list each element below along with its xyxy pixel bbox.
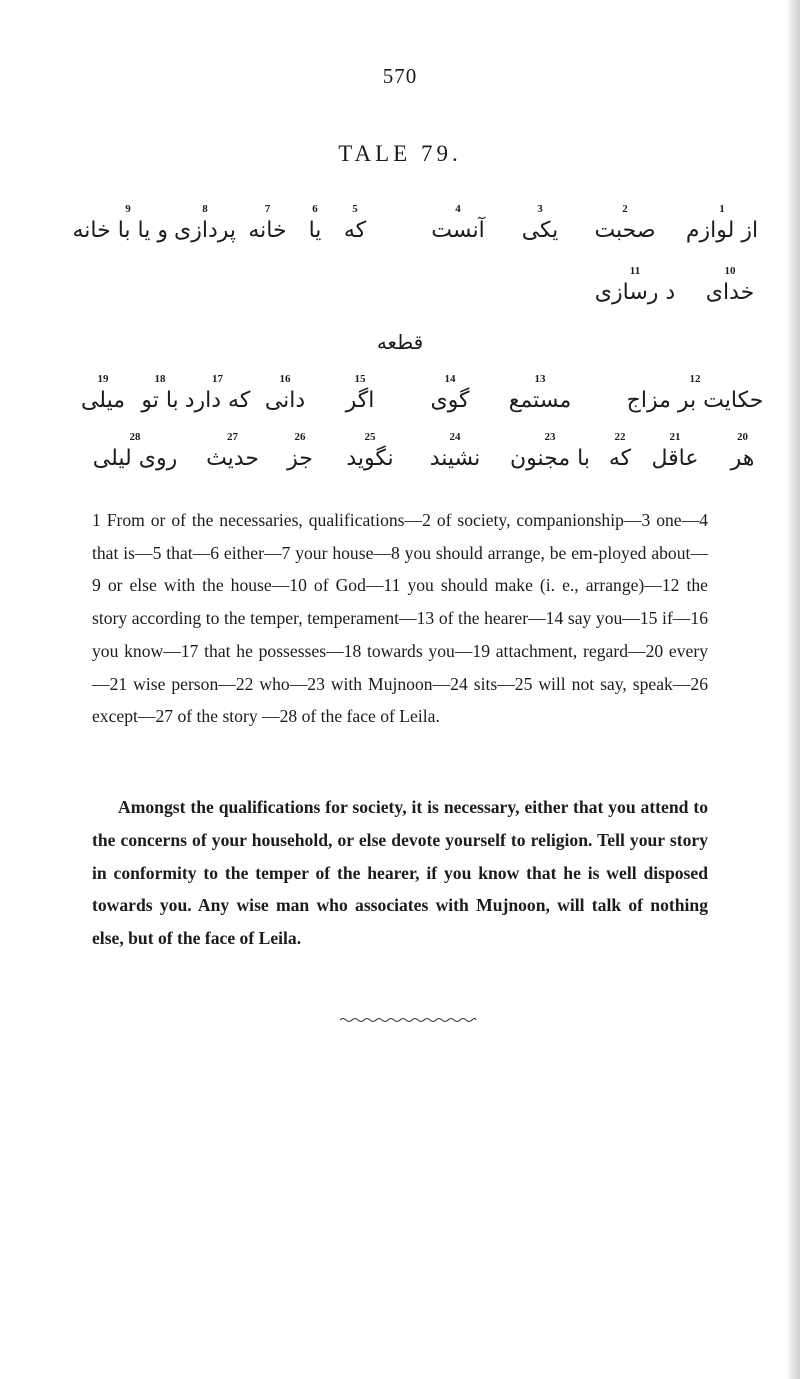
word-number: 8 — [202, 203, 208, 215]
word-number: 3 — [537, 203, 543, 215]
arabic-word: و یا با خانه — [72, 218, 168, 243]
arabic-word-26 — [275, 430, 325, 474]
arabic-word-18 — [135, 372, 185, 416]
arabic-word-16 — [255, 372, 315, 416]
arabic-word: صحبت — [594, 218, 656, 243]
page-number: 570 — [382, 64, 418, 88]
word-number: 14 — [444, 373, 456, 385]
arabic-word-11 — [590, 264, 680, 308]
translation-text: Amongst the qualifications for society, it is necessary, either that you attend to the concerns of your household, or else devote yourself to religion. Tell your story in conformity to the temper of the hearer, if you know that he is well disposed towards you. Any wise man who associates with Mujnoon, will talk of nothing else, but of the face of Leila. — [92, 797, 708, 949]
arabic-word-22 — [600, 430, 640, 474]
arabic-word-2 — [585, 202, 665, 246]
word-number: 26 — [294, 431, 306, 443]
arabic-word: میلی — [80, 388, 126, 413]
arabic-word: حدیث — [206, 446, 259, 471]
page-edge-shadow — [786, 0, 800, 1379]
word-number: 5 — [352, 203, 358, 215]
arabic-word: گوی — [430, 388, 470, 413]
arabic-word: اگر — [345, 388, 375, 413]
arabic-word: خانه — [248, 218, 287, 243]
arabic-word: که — [343, 218, 367, 243]
word-number: 10 — [724, 265, 736, 277]
word-number: 9 — [125, 203, 131, 215]
arabic-word-14 — [420, 372, 480, 416]
arabic-word-7 — [240, 202, 295, 246]
translation-paragraph — [92, 791, 708, 955]
arabic-word: با تو — [141, 388, 179, 413]
arabic-word: آنست — [431, 218, 485, 243]
word-number: 19 — [97, 373, 109, 385]
arabic-word-13 — [500, 372, 580, 416]
word-number: 12 — [689, 373, 701, 385]
word-number: 22 — [614, 431, 626, 443]
word-number: 25 — [364, 431, 376, 443]
arabic-heading-qita: قطعه — [376, 330, 424, 354]
word-number: 21 — [669, 431, 681, 443]
arabic-word-25 — [335, 430, 405, 474]
arabic-word: از لوازم — [685, 218, 759, 243]
word-number: 18 — [154, 373, 166, 385]
word-gloss-paragraph: 1 From or of the necessaries, qualifications—2 of society, companionship—3 one—4 that is—5 that—6 either—7 your house—8 you should arrange, be em-ployed about—9 or else with the house—10 of God—11 you should make (i. e., arrange)—12 the story according to the temper, temperament—13 of the hearer—14 say you—15 if—16 you know—17 that he possesses—18 towards you—19 attachment, regard—20 every—21 wise person—22 who—23 with Mujnoon—24 sits—25 will not say, speak—26 except—27 of the story —28 of the face of Leila. — [92, 510, 708, 727]
word-number: 4 — [455, 203, 461, 215]
word-number: 13 — [534, 373, 546, 385]
word-number: 17 — [212, 373, 223, 385]
arabic-word: دانی — [264, 388, 306, 413]
arabic-word-8 — [170, 202, 240, 246]
arabic-word-1 — [672, 202, 772, 246]
arabic-word: هر — [730, 446, 755, 471]
arabic-word: یا — [308, 218, 322, 243]
arabic-word: خدای — [705, 280, 755, 305]
arabic-word: د رسازی — [594, 280, 676, 305]
word-number: 2 — [622, 203, 628, 215]
arabic-word: با مجنون — [510, 446, 590, 471]
arabic-word-9 — [72, 202, 168, 246]
arabic-word-28 — [85, 430, 185, 474]
tale-title: TALE 79. — [338, 141, 462, 166]
arabic-word-17 — [180, 372, 255, 416]
arabic-word: نشیند — [429, 446, 481, 471]
word-number: 16 — [279, 373, 291, 385]
word-number: 6 — [312, 203, 318, 215]
arabic-word: که دارد — [184, 388, 251, 413]
arabic-word-21 — [645, 430, 705, 474]
word-number: 1 — [719, 203, 725, 215]
word-number: 28 — [129, 431, 141, 443]
arabic-word-23 — [505, 430, 595, 474]
arabic-word: مستمع — [508, 388, 572, 413]
arabic-word: روی لیلی — [92, 446, 178, 471]
arabic-word: پردازی — [173, 218, 236, 243]
word-number: 15 — [354, 373, 366, 385]
arabic-word-15 — [335, 372, 385, 416]
arabic-word-3 — [510, 202, 570, 246]
arabic-word: که — [608, 446, 632, 471]
arabic-word: جز — [287, 446, 313, 471]
arabic-word-10 — [690, 264, 770, 308]
arabic-word: عاقل — [651, 446, 699, 471]
word-number: 24 — [449, 431, 461, 443]
word-number: 7 — [264, 203, 271, 215]
word-number: 20 — [737, 431, 748, 443]
arabic-word-27 — [195, 430, 270, 474]
decorative-rule-icon — [338, 1017, 478, 1023]
arabic-word: نگوید — [346, 446, 394, 471]
arabic-word-5 — [335, 202, 375, 246]
arabic-word-19 — [78, 372, 128, 416]
word-number: 11 — [629, 265, 641, 277]
word-number: 27 — [227, 431, 238, 443]
arabic-word-20 — [715, 430, 770, 474]
arabic-word-24 — [420, 430, 490, 474]
word-number: 23 — [544, 431, 556, 443]
arabic-word-12 — [620, 372, 770, 416]
arabic-word-6 — [295, 202, 335, 246]
arabic-word: حکایت بر مزاج — [626, 388, 764, 413]
arabic-word: یکی — [521, 218, 559, 243]
arabic-word-4 — [418, 202, 498, 246]
